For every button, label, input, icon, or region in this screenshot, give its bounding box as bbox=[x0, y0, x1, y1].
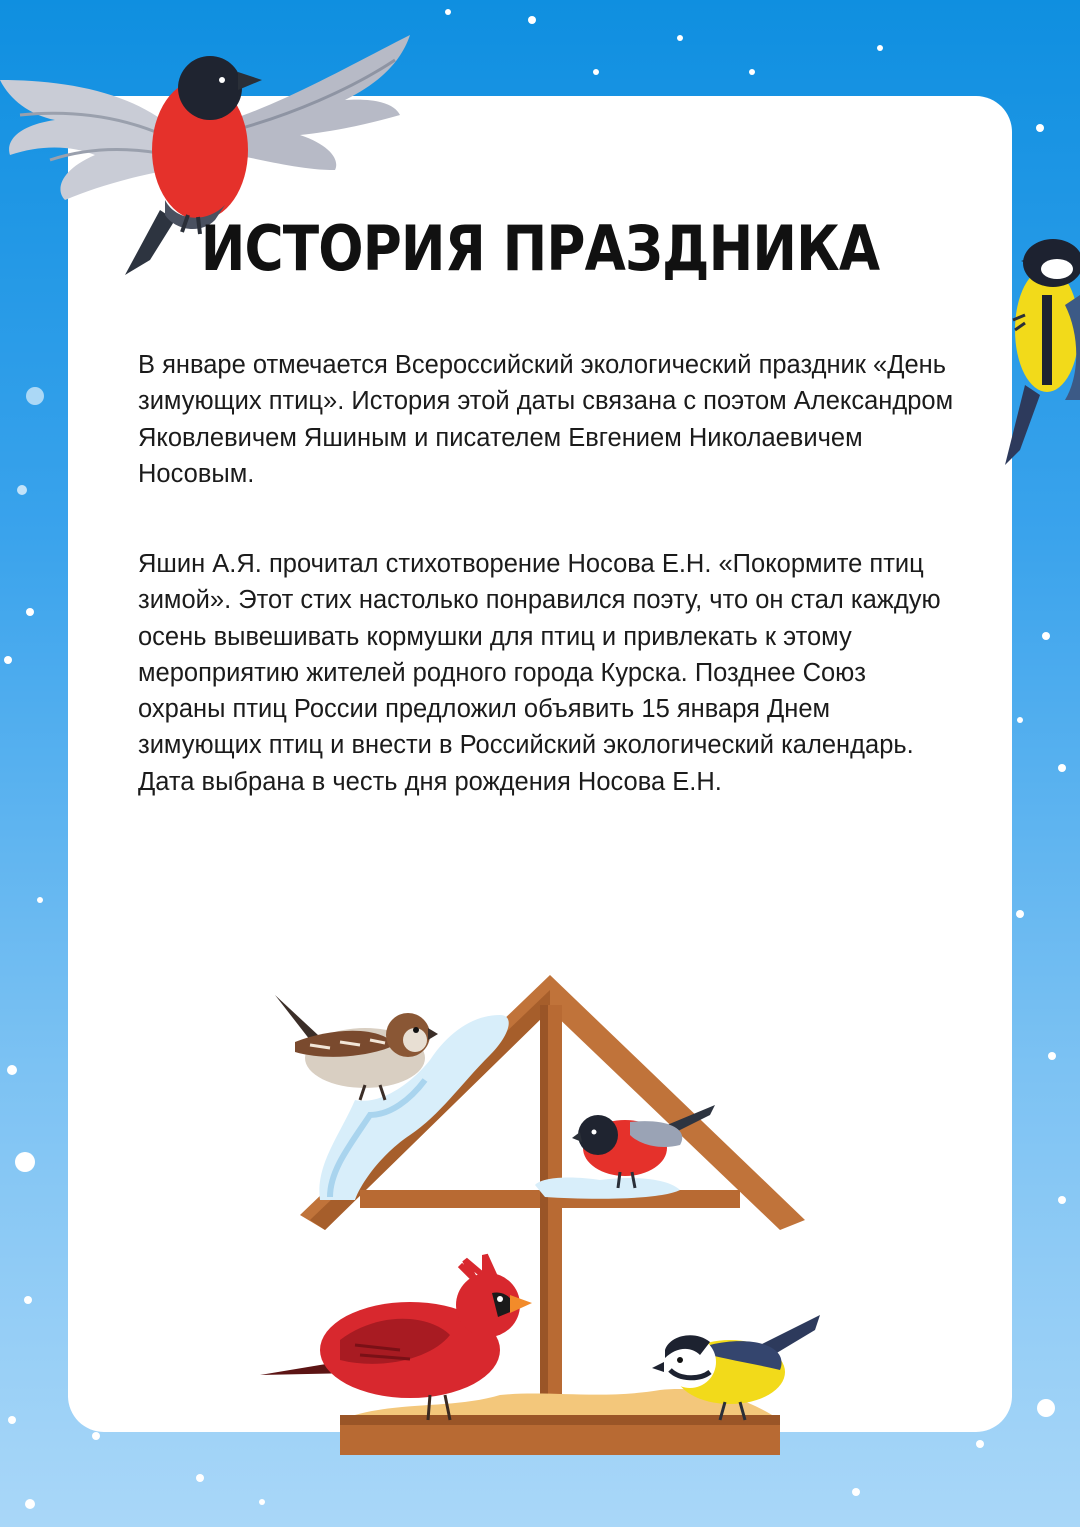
great-tit-perched-icon bbox=[995, 235, 1080, 475]
paragraph-history-details: Яшин А.Я. прочитал стихотворение Носова Е.Н. «Покормите птиц зимой». Этот стих настолько понравился поэту, что он стал каждую осень вывешивать кормушки для птиц и привлекать к этому мероприятию жителей родного города Курска. Позднее Союз охраны птиц России предложил объявить 15 января Днем зимующих птиц и внести в Российский экологический календарь. Дата выбрана в честь дня рождения Носова Е.Н. bbox=[138, 550, 941, 796]
bullfinch-icon bbox=[570, 1100, 720, 1190]
cardinal-icon bbox=[260, 1255, 535, 1430]
blue-tit-icon bbox=[650, 1310, 825, 1425]
page-title: ИСТОРИЯ ПРАЗДНИКА bbox=[200, 212, 880, 285]
sparrow-icon bbox=[270, 990, 435, 1105]
paragraph-history-intro: В январе отмечается Всероссийский экологический праздник «День зимующих птиц». История этой даты связана с поэтом Александром Яковлевичем Яшиным и писателем Евгением Николаевичем Носовым. bbox=[138, 351, 954, 488]
